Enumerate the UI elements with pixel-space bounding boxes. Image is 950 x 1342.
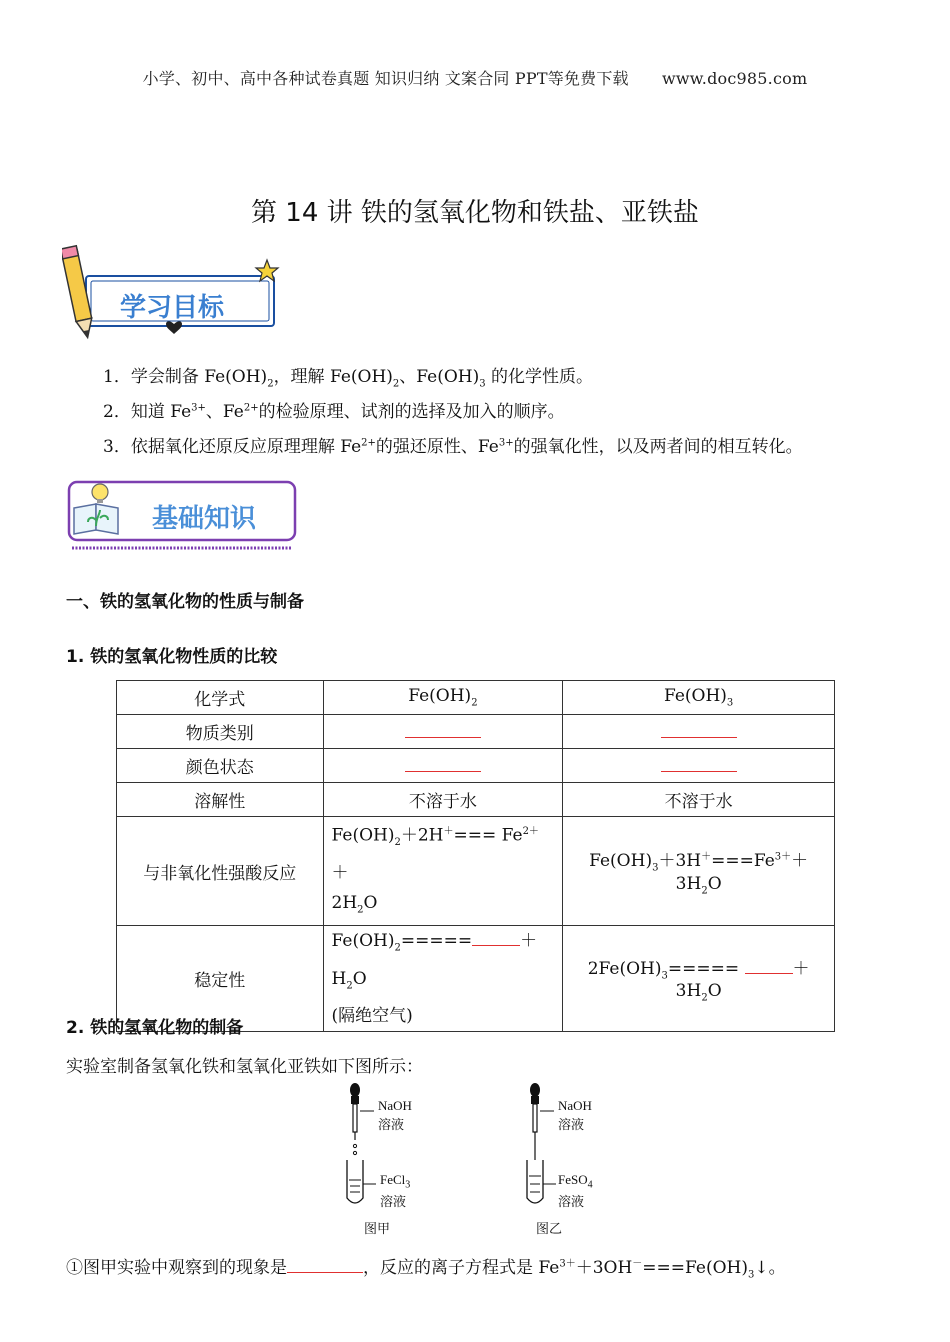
basic-knowledge-label: 基础知识 [152,504,257,534]
objective-1: 1．学会制备 $Fe(OH)_2$，理解 $Fe(OH)_2$、$Fe(OH)_3$ 的化学性质。 [103,367,594,390]
table-cell: $Fe(OH)_2+2H^+=== Fe^{2+}+$ $2H_2O$ [323,817,563,926]
page-title: 第 14 讲 铁的氢氧化物和铁盐、亚铁盐 [251,198,699,228]
table-cell: 不溶于水 [323,783,563,817]
learning-goals-label: 学习目标 [120,293,225,323]
table-header-cell: $Fe(OH)_2$ [323,681,563,715]
table-row [117,783,835,817]
answer-blank [563,749,835,783]
row-label: 与非氧化性强酸反应 [117,817,324,926]
row-label: 稳定性 [117,926,324,1032]
table-row [117,715,835,749]
table-header-cell: 化学式 [117,681,324,715]
objective-2: 2．知道 $Fe^{3+}$、$Fe^{2+}$的检验原理、试剂的选择及加入的顺序。 [103,402,565,422]
fig-a-caption: 图甲 [364,1221,391,1236]
table-row [117,681,835,715]
fig-b-caption: 图乙 [536,1221,563,1236]
section-heading-1: 一、铁的氢氧化物的性质与制备 [66,592,304,612]
fig-b-reagent-label: NaOH 溶液 [558,1098,592,1132]
page-header [0,66,950,89]
row-label: 物质类别 [117,715,324,749]
row-label: 溶解性 [117,783,324,817]
header-text: 小学、初中、高中各种试卷真题 知识归纳 文案合同 PPT等免费下载 [142,69,629,88]
table-header-cell: $Fe(OH)_3$ [563,681,835,715]
header-site: www.doc985.com [662,69,808,88]
answer-blank [323,715,563,749]
table-cell: $2Fe(OH)_3===== +3H_2O$ [563,926,835,1032]
table-cell: 不溶于水 [563,783,835,817]
subheading-1: 1. 铁的氢氧化物性质的比较 [66,647,278,667]
learning-goals-badge [62,242,284,342]
answer-blank [323,749,563,783]
fig-a-reagent-label: NaOH 溶液 [378,1098,412,1132]
hydroxide-comparison-table [116,680,835,1032]
answer-blank [287,1256,363,1273]
question-1: ①图甲实验中观察到的现象是 ，反应的离子方程式是 $Fe^{3+}+3OH^-===Fe(OH)_3↓$。 [66,1258,786,1281]
row-label: 颜色状态 [117,749,324,783]
table-cell: $Fe(OH)_2===== +H_2O$ (隔绝空气) [323,926,563,1032]
basic-knowledge-badge [66,478,298,554]
apparatus-figure [330,1080,620,1240]
table-row [117,817,835,926]
fig-b-solution-label: FeSO$_4$ 溶液 [558,1172,593,1209]
answer-blank [563,715,835,749]
subheading-2: 2. 铁的氢氧化物的制备 [66,1018,244,1038]
table-row [117,749,835,783]
fig-a-solution-label: FeCl$_3$ 溶液 [380,1172,411,1209]
intro-text: 实验室制备氢氧化铁和氢氧化亚铁如下图所示： [66,1057,423,1077]
table-cell: $Fe(OH)_3+3H^+===Fe^{3+}+3H_2O$ [563,817,835,926]
objective-3: 3．依据氧化还原反应原理理解 $Fe^{2+}$的强还原性、$Fe^{3+}$的强氧化性，以及两者间的相互转化。 [103,437,803,457]
